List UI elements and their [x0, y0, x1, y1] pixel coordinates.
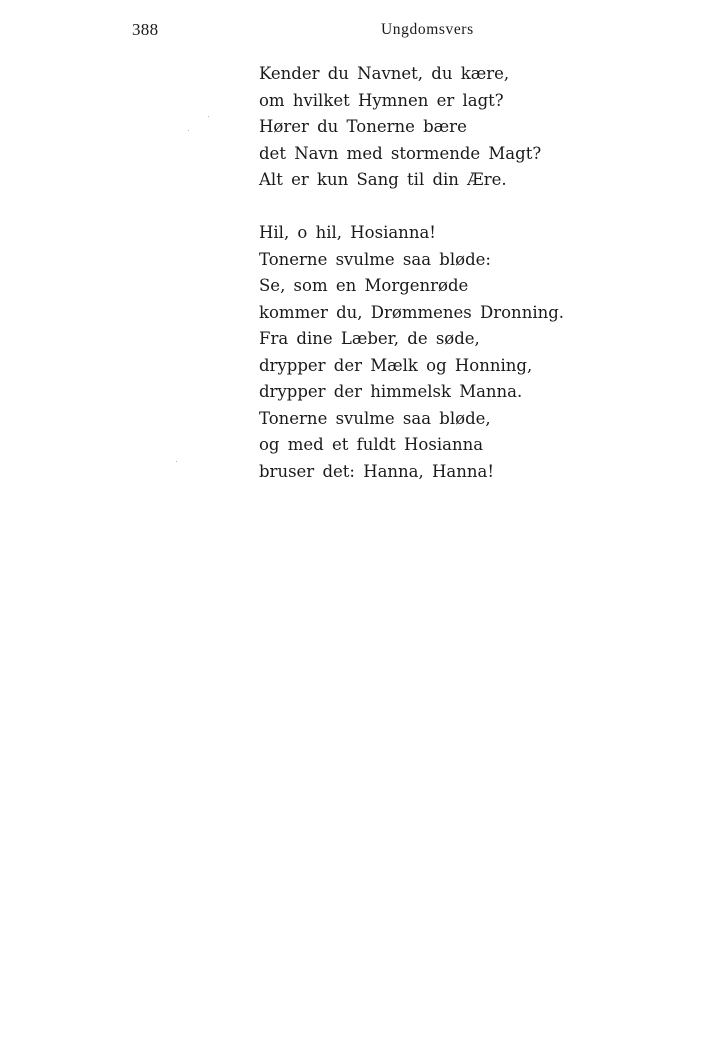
poem-line: Fra dine Læber, de søde, — [259, 329, 480, 348]
running-title: Ungdomsvers — [381, 21, 474, 38]
poem-line: Hil, o hil, Hosianna! — [259, 223, 436, 242]
stanza-1 — [259, 61, 659, 194]
poem-line: drypper der himmelsk Manna. — [259, 382, 523, 401]
page-number: 388 — [132, 20, 159, 39]
poem-line: drypper der Mælk og Honning, — [259, 355, 533, 375]
scan-speck — [176, 461, 177, 462]
poem-line: Se, som en Morgenrøde — [259, 276, 469, 295]
poem-line: Tonerne svulme saa bløde: — [259, 249, 491, 269]
poem-line: kommer du, Drømmenes Dronning. — [259, 302, 565, 322]
poem-line: og med et fuldt Hosianna — [259, 435, 484, 454]
poem-line: bruser det: Hanna, Hanna! — [259, 461, 494, 481]
poem — [259, 61, 659, 485]
poem-line: Tonerne svulme saa bløde, — [259, 408, 491, 428]
poem-line: Hører du Tonerne bære — [259, 117, 467, 136]
poem-line: Kender du Navnet, du kære, — [259, 64, 510, 83]
stanza-2 — [259, 220, 659, 485]
scan-speck — [208, 116, 209, 117]
poem-line: det Navn med stormende Magt? — [259, 143, 542, 163]
poem-line: om hvilket Hymnen er lagt? — [259, 90, 504, 110]
scan-speck — [188, 130, 189, 131]
poem-line: Alt er kun Sang til din Ære. — [259, 170, 507, 189]
